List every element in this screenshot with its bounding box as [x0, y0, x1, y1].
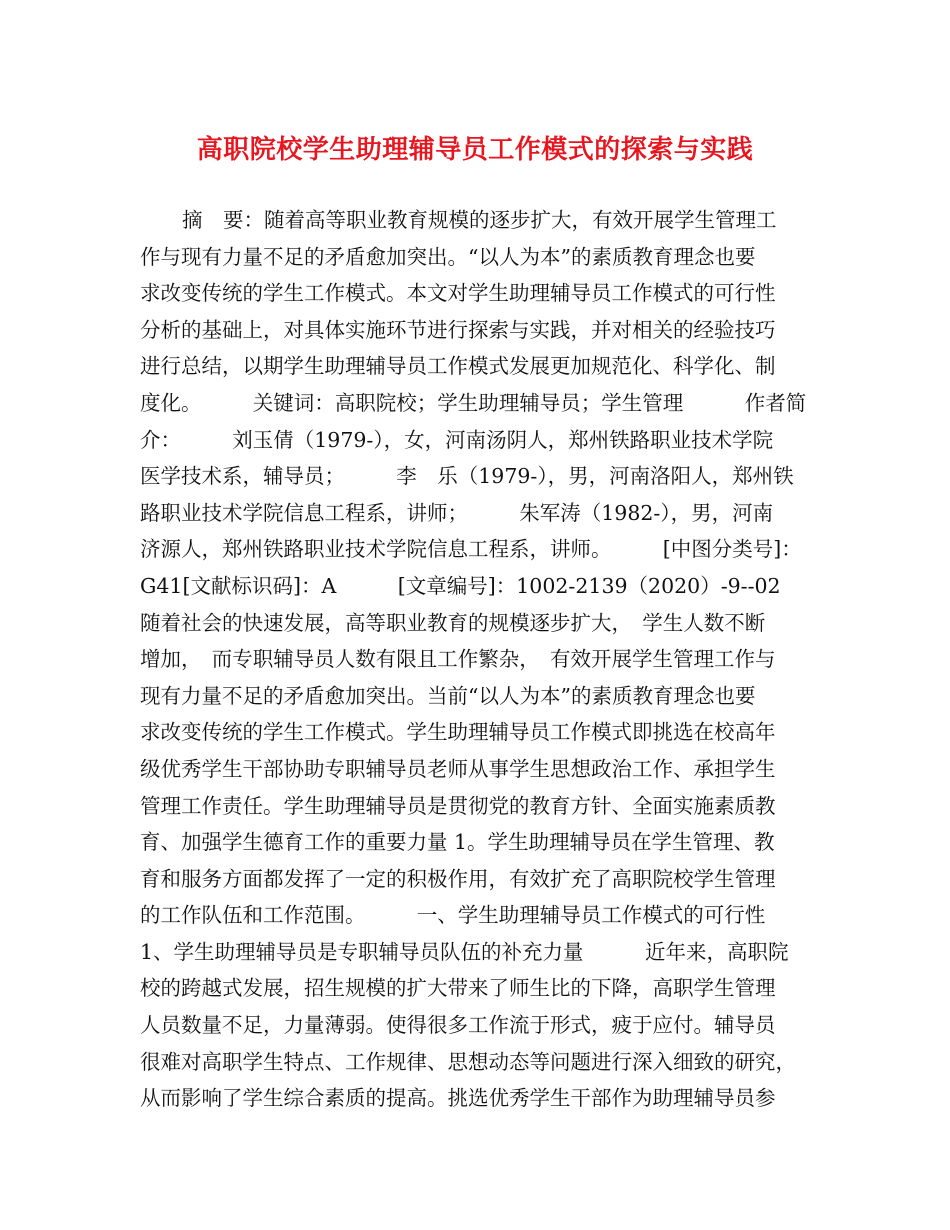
body-line: 度化。 关键词：高职院校；学生助理辅导员；学生管理 作者简 — [140, 390, 807, 415]
body-line: 级优秀学生干部协助专职辅导员老师从事学生思想政治工作、承担学生 — [140, 756, 776, 781]
document-title: 高职院校学生助理辅导员工作模式的探索与实践 — [196, 135, 754, 165]
body-line: 从而影响了学生综合素质的提高。挑选优秀学生干部作为助理辅导员参 — [140, 1086, 776, 1111]
body-line: 育和服务方面都发挥了一定的积极作用，有效扩充了高职院校学生管理 — [140, 866, 776, 891]
body-line: 济源人，郑州铁路职业技术学院信息工程系，讲师。 [中图分类号]： — [140, 537, 802, 562]
body-line: 路职业技术学院信息工程系，讲师； 朱军涛（1982-），男，河南 — [140, 500, 774, 525]
body-line: 求改变传统的学生工作模式。学生助理辅导员工作模式即挑选在校高年 — [140, 720, 776, 745]
body-line: 求改变传统的学生工作模式。本文对学生助理辅导员工作模式的可行性 — [140, 281, 776, 306]
body-line: 校的跨越式发展，招生规模的扩大带来了师生比的下降，高职学生管理 — [140, 976, 776, 1001]
body-line: 随着社会的快速发展，高等职业教育的规模逐步扩大， 学生人数不断 — [140, 610, 766, 635]
body-line: 人员数量不足，力量薄弱。使得很多工作流于形式，疲于应付。辅导员 — [140, 1013, 776, 1038]
body-line: 增加， 而专职辅导员人数有限且工作繁杂， 有效开展学生管理工作与 — [140, 647, 776, 672]
body-line: 医学技术系，辅导员； 李 乐（1979-），男，河南洛阳人，郑州铁 — [140, 464, 794, 489]
document-body — [140, 202, 816, 1117]
body-line: 现有力量不足的矛盾愈加突出。当前“以人为本”的素质教育理念也要 — [140, 683, 756, 708]
body-line: 作与现有力量不足的矛盾愈加突出。“以人为本”的素质教育理念也要 — [140, 244, 756, 269]
body-line: 管理工作责任。学生助理辅导员是贯彻党的教育方针、全面实施素质教 — [140, 793, 776, 818]
body-line: 很难对高职学生特点、工作规律、思想动态等问题进行深入细致的研究， — [140, 1049, 796, 1074]
body-line: 的工作队伍和工作范围。 一、学生助理辅导员工作模式的可行性 — [140, 903, 766, 928]
body-line: 分析的基础上，对具体实施环节进行探索与实践，并对相关的经验技巧 — [140, 317, 776, 342]
body-line: 进行总结，以期学生助理辅导员工作模式发展更加规范化、科学化、制 — [140, 354, 776, 379]
body-line: 1、学生助理辅导员是专职辅导员队伍的补充力量 近年来，高职院 — [140, 939, 789, 964]
body-line: 育、加强学生德育工作的重要力量 1。学生助理辅导员在学生管理、教 — [140, 830, 775, 855]
body-line: G41[文献标识码]：A [文章编号]：1002-2139（2020）-9--02 — [140, 573, 781, 598]
body-line: 介： 刘玉倩（1979-），女，河南汤阴人，郑州铁路职业技术学院 — [140, 427, 774, 452]
body-line: 摘 要：随着高等职业教育规模的逐步扩大，有效开展学生管理工 — [182, 208, 777, 232]
